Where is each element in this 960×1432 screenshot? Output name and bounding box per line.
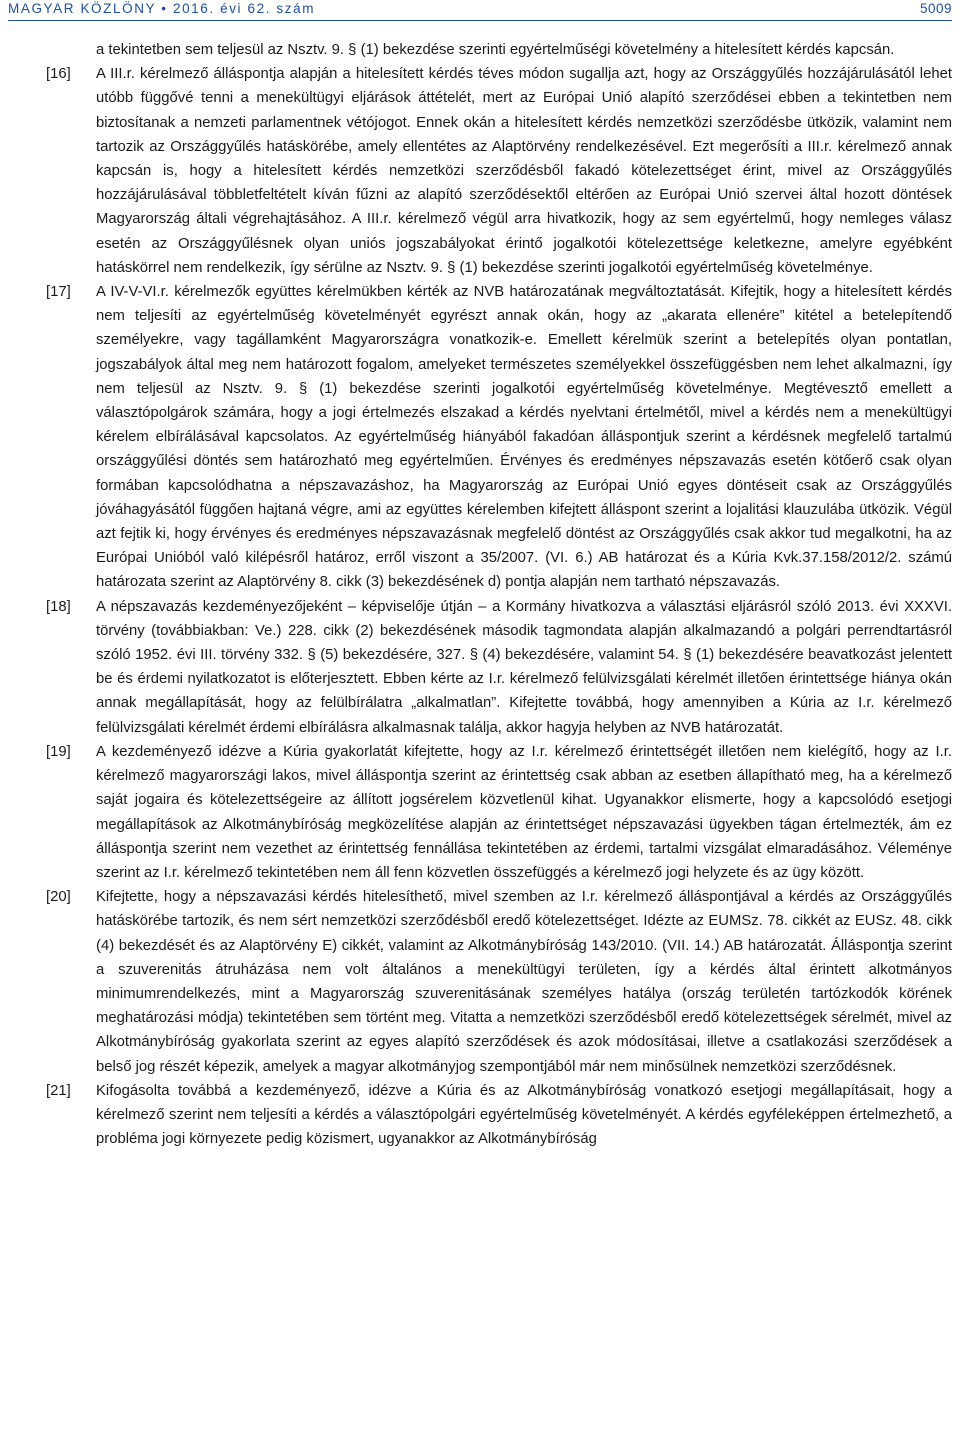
page-number: 5009 (919, 1, 952, 16)
numbered-paragraph-18 (46, 595, 952, 740)
paragraph-number: [17] (46, 284, 71, 301)
paragraph-number: [19] (46, 743, 71, 760)
numbered-paragraph-19 (46, 740, 952, 885)
numbered-paragraph-21 (46, 1079, 952, 1152)
publication-title: MAGYAR KÖZLÖNY • 2016. évi 62. szám (8, 1, 316, 16)
paragraph-number: [20] (46, 889, 71, 906)
numbered-paragraph-17 (46, 280, 952, 595)
page-header (8, 0, 952, 21)
paragraph-text: A kezdeményező idézve a Kúria gyakorlatát kifejtette, hogy az I.r. kérelmező érintettségét illetően nem kielégítő, hogy az I.r. kérelmező magyarországi lakos, mivel álláspontja szerint az érintettség csak abban az esetben állapítható meg, ha a kérelmező saját jogaira és kötelezettségeire az állított jogsérelem közvetlenül kihat. Ugyanakkor elismerte, hogy a kapcsolódó esetjogi megállapítások az Alkotmánybíróság megközelítése alapján az érintettséget népszavazási ügyekben tágan értelmezték, ám ez álláspontja szerint nem vezethet az érintettség fennállása tekintetében az érdemi, tartalmi vizsgálat elmaradásához. Véleménye szerint az I.r. kérelmező tekintetében nem áll fenn közvetlen összefüggés a kérelmező jogi helyzete és az ügy között. (96, 743, 952, 881)
paragraph-text: A III.r. kérelmező álláspontja alapján a hitelesített kérdés téves módon sugallja azt, hogy az Országgyűlés hozzájárulásától lehet utóbb függővé tenni a menekültügyi eljárások áttételét, mert az Európai Unió alapító szerződései ebben a tekintetben nem biztosítanak a nemzeti parlamentnek vétójogot. Ennek okán a hitelesített kérdés nemzetközi szerződésbe ütközik, valamint nem tartozik az Országgyűlés hatáskörébe, amely ellentétes az Alaptörvény rendelkezésével. Ezt megerősíti a III.r. kérelmező annak kapcsán is, hogy a hitelesített kérdés nemzetközi szerződésből fakadó kötelezettséget érint, mivel az Országgyűlés hozzájárulásával többletfeltételt kíván fűzni az alapító szerződésektől eltérően az Európai Unió szervei által hozott döntések Magyarország általi végrehajtásához. A III.r. kérelmező végül arra hivatkozik, hogy az sem egyértelmű, hogy nemleges válasz esetén az Országgyűlésnek olyan uniós jogszabályokat érintő jogalkotói kötelezettsége keletkezne, amelyre egyébként hatáskörrel nem rendelkezik, így sérülne az Nsztv. 9. § (1) bekezdése szerinti jogalkotói egyértelműség követelménye. (96, 66, 952, 276)
paragraph-text: Kifogásolta továbbá a kezdeményező, idézve a Kúria és az Alkotmánybíróság vonatkozó esetjogi megállapításait, hogy a kérelmező szerint nem teljesíti a kérdés a választópolgári egyértelműség követelményét. A kérdés egyféleképpen értelmezhető, a probléma jogi környezete pedig közismert, ugyanakkor az Alkotmánybíróság (96, 1082, 952, 1148)
numbered-paragraph-20 (46, 885, 952, 1079)
paragraph-number: [16] (46, 66, 71, 83)
document-body (46, 38, 952, 1151)
intro-paragraph: a tekintetben sem teljesül az Nsztv. 9. § (1) bekezdése szerinti egyértelműségi követelmény a hitelesített kérdés kapcsán. (96, 42, 895, 58)
paragraph-number: [21] (46, 1082, 71, 1099)
numbered-paragraph-16 (46, 62, 952, 280)
paragraph-text: A népszavazás kezdeményezőjeként – képviselője útján – a Kormány hivatkozva a választási eljárásról szóló 2013. évi XXXVI. törvény (továbbiakban: Ve.) 228. cikk (2) bekezdésének második tagmondata alapján alkalmazandó a polgári perrendtartásról szóló 1952. évi III. törvény 332. § (5) bekezdésére, 327. § (4) bekezdésére, valamint 54. § (1) bekezdésére beavatkozást jelentett be és érdemi nyilatkozatot is előterjesztett. Ebben kérte az I.r. kérelmező felülvizsgálati kérelmét illetően érintettsége hiánya okán annak megállapítását, hogy az felülbírálatra „alkalmatlan”. Kifejtette továbbá, hogy amennyiben a Kúria az I.r. kérelmező felülvizsgálati kérelmét érdemi elbírálásra alkalmasnak találja, akkor hagyja helyben az NVB határozatát. (96, 598, 952, 736)
paragraph-text: Kifejtette, hogy a népszavazási kérdés hitelesíthető, mivel szemben az I.r. kérelmező álláspontjával a kérdés az Országgyűlés hatáskörébe tartozik, és nem sért nemzetközi szerződésből eredő kötelezettséget. Idézte az EUMSz. 78. cikkét az EUSz. 48. cikk (4) bekezdését és az Alaptörvény E) cikkét, valamint az Alkotmánybíróság 143/2010. (VII. 14.) AB határozatát. Álláspontja szerint a szuverenitás átruházása nem volt általános a menekültügyi területen, így a kérdés által érintett alkotmányos minimumrendelkezés, mint a Magyarország szuverenitásának személyes hatálya (ország területén tartózkodók körének meghatározási módja) tekintetében sem történt meg. Vitatta a nemzetközi szerződésből eredő kötelezettségek sérelmét, mivel az Alkotmánybíróság gyakorlata szerint az egyes alapító szerződések és azok módosításai, illetve a csatlakozási szerződések a belső jog részét képezik, amelyek a magyar alkotmányjog szempontjából már nem minősülnek nemzetközi szerződésnek. (96, 889, 952, 1075)
paragraph-text: A IV-V-VI.r. kérelmezők együttes kérelmükben kérték az NVB határozatának megváltoztatását. Kifejtik, hogy a hitelesített kérdés nem teljesíti az egyértelműség követelményét egyrészt annak okán, hogy az „akarata ellenére” kitétel a betelepítendő személyekre, vagy tagállamként Magyarországra vonatkozik-e. Emellett kérelmük szerint a betelepítés olyan pontatlan, jogszabályok által meg nem határozott fogalom, amelyeket természetes személyekkel összefüggésben nem lehet alkalmazni, így nem teljesül az Nsztv. 9. § (1) bekezdése szerinti jogalkotói egyértelműség követelménye. Megtévesztő emellett a választópolgárok számára, hogy a jogi értelmezés elszakad a kérdés nyelvtani értelmétől, mivel a kérdés nem a menekültügyi kérelem elbírálásával kapcsolatos. Az egyértelműség hiányából fakadóan álláspontjuk szerint a kérdésnek megfelelő tartalmú országgyűlési döntés sem határozható meg egyértelműen. Érvényes és eredményes népszavazás esetén kötőerő csak olyan formában kapcsolódhatna a népszavazáshoz, ha Magyarország az Európai Unió egyes döntéseit csak az Országgyűlés jóváhagyásától függően hajtaná végre, ami az együttes kérelemben kifejtett álláspont szerint a lojalitási klauzulába ütközik. Végül azt fejtik ki, hogy érvényes és eredményes népszavazásnak megfelelő döntést az Országgyűlés csak akkor tud megalkotni, ha az Európai Unióból való kilépésről határoz, erről viszont a 35/2007. (VI. 6.) AB határozat és a Kúria Kvk.37.158/2012/2. számú határozata szerint az Alaptörvény 8. cikk (3) bekezdésének d) pontja alapján nem tartható népszavazás. (96, 284, 952, 591)
paragraph-number: [18] (46, 598, 71, 615)
